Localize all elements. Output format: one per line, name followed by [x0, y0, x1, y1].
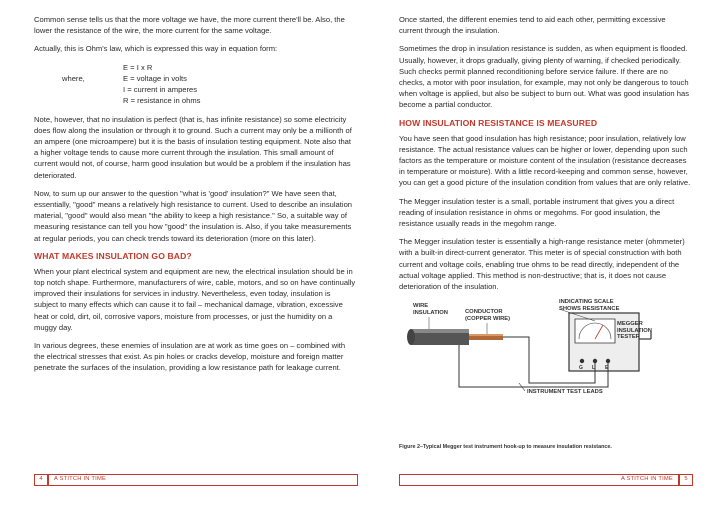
- ohms-law-equation: [34, 62, 356, 106]
- terminal-l: [593, 359, 597, 363]
- paragraph: In various degrees, these enemies of insulation are at work as time goes on – combined with the electrical stresses that exist. As pin holes or cracks develop, moisture and foreign matter penetrate the surfaces of the insulation, providing a low resistance path for leakage current.: [34, 341, 346, 373]
- left-footer-title: A STITCH IN TIME: [54, 476, 107, 482]
- equation-def-i: I = current in amperes: [123, 84, 198, 94]
- paragraph: Sometimes the drop in insulation resistance is sudden, as when equipment is flooded. Usually, however, it drops gradually, giving plenty of warning, if checked periodically. Such checks permit planned reconditioning before service failure. If there are no checks, a motor with poor insulation, for example, may not only be dangerous to touch when voltage is applied, but also be subject to burn out. What was good insulation has become a partial conductor.: [399, 44, 690, 110]
- paragraph: The Megger insulation tester is essentially a high-range resistance meter (ohmmeter) with a built-in direct-current generator. This meter is of special construction with both current and voltage coils, enabling true ohms to be read directly, independent of the actual voltage applied. This method is non-destructive; that is, it does not cause deterioration of the insulation.: [399, 237, 685, 292]
- label-conductor: CONDUCTOR (COPPER WIRE): [465, 309, 511, 322]
- label-indicating-scale: INDICATING SCALE SHOWS RESISTANCE: [559, 299, 620, 312]
- paragraph: The Megger insulation tester is a small, portable instrument that gives you a direct reading of insulation resistance in ohms or megohms. For good insulation, the resistance usually reads in the megohm range.: [399, 196, 675, 229]
- paragraph: Once started, the different enemies tend to aid each other, permitting excessive current through the insulation.: [399, 15, 666, 36]
- paragraph: Note, however, that no insulation is perfect (that is, has infinite resistance) so some electricity does flow along the insulation or through it to ground. Such a current may only be a millionth of an ampere (one microampere) but it is the basis of insulation testing equipment. Note also that a higher voltage tends to cause more current through the insulation. This small amount of current would not, of course, harm good insulation but would be a problem if the insulation has deteriorated.: [34, 114, 352, 180]
- figure-caption: Figure 2–Typical Megger test instrument hook-up to measure insulation resistance.: [399, 444, 612, 450]
- paragraph: When your plant electrical system and equipment are new, the electrical insulation should be in top notch shape. Furthermore, manufacturers of wire, cable, motors, and so on have continually improved their insulations for services in industry. Nevertheless, even today, insulation is subject to many effects which can cause it to fail – mechanical damage, vibration, excessive heat or cold, dirt, oil, corrosive vapors, moisture from processes, or just the humidity on a muggy day.: [34, 266, 356, 332]
- left-footer: [34, 474, 356, 484]
- right-footer: [399, 474, 691, 484]
- right-page-number: 5: [684, 476, 688, 482]
- equation-def-e: E = voltage in volts: [123, 73, 187, 83]
- right-footer-title: A STITCH IN TIME: [620, 476, 673, 482]
- paragraph: Common sense tells us that the more voltage we have, the more current there'll be. Also, the lower the resistance of the wire, the more current for the same voltage.: [34, 15, 345, 36]
- left-page-number: 4: [39, 476, 43, 482]
- section-heading: WHAT MAKES INSULATION GO BAD?: [34, 250, 192, 261]
- megger-hookup-figure: [399, 299, 659, 397]
- terminal-e: [606, 359, 610, 363]
- paragraph: Actually, this is Ohm's law, which is expressed this way in equation form:: [34, 44, 278, 54]
- label-wire-insulation: WIRE INSULATION: [413, 303, 448, 316]
- paragraph: You have seen that good insulation has high resistance; poor insulation, relatively low resistance. The actual resistance values can be higher or lower, depending upon such factors as the temperature or moisture content of the insulation (resistance decreases in temperature or moisture). With a little record-keeping and common sense, however, you can get a good picture of the insulation condition from values that are only relative.: [399, 133, 691, 188]
- label-megger-tester: MEGGER INSULATION TESTER: [617, 321, 652, 341]
- terminal-g: [580, 359, 584, 363]
- terminal-l-label: L: [592, 365, 596, 372]
- terminal-g-label: G: [579, 365, 583, 372]
- equation-formula: E = I x R: [123, 62, 153, 72]
- right-column: [399, 14, 691, 397]
- label-test-leads: INSTRUMENT TEST LEADS: [527, 389, 603, 396]
- paragraph: Now, to sum up our answer to the question "what is 'good' insulation?" We have seen that, essentially, "good" means a relatively high resistance to current. Used to describe an insulation material, "good" would also mean "the ability to keep a high resistance." So, a suitable way of measuring resistance can tell you how "good" the insulation is. Also, if you take measurements at regular periods, you can check trends toward its deterioration (more on this later).: [34, 188, 353, 243]
- equation-where: where,: [62, 73, 85, 83]
- section-heading: HOW INSULATION RESISTANCE IS MEASURED: [399, 117, 598, 128]
- terminal-e-label: E: [605, 365, 609, 372]
- left-column: [34, 14, 356, 381]
- equation-def-r: R = resistance in ohms: [123, 95, 201, 105]
